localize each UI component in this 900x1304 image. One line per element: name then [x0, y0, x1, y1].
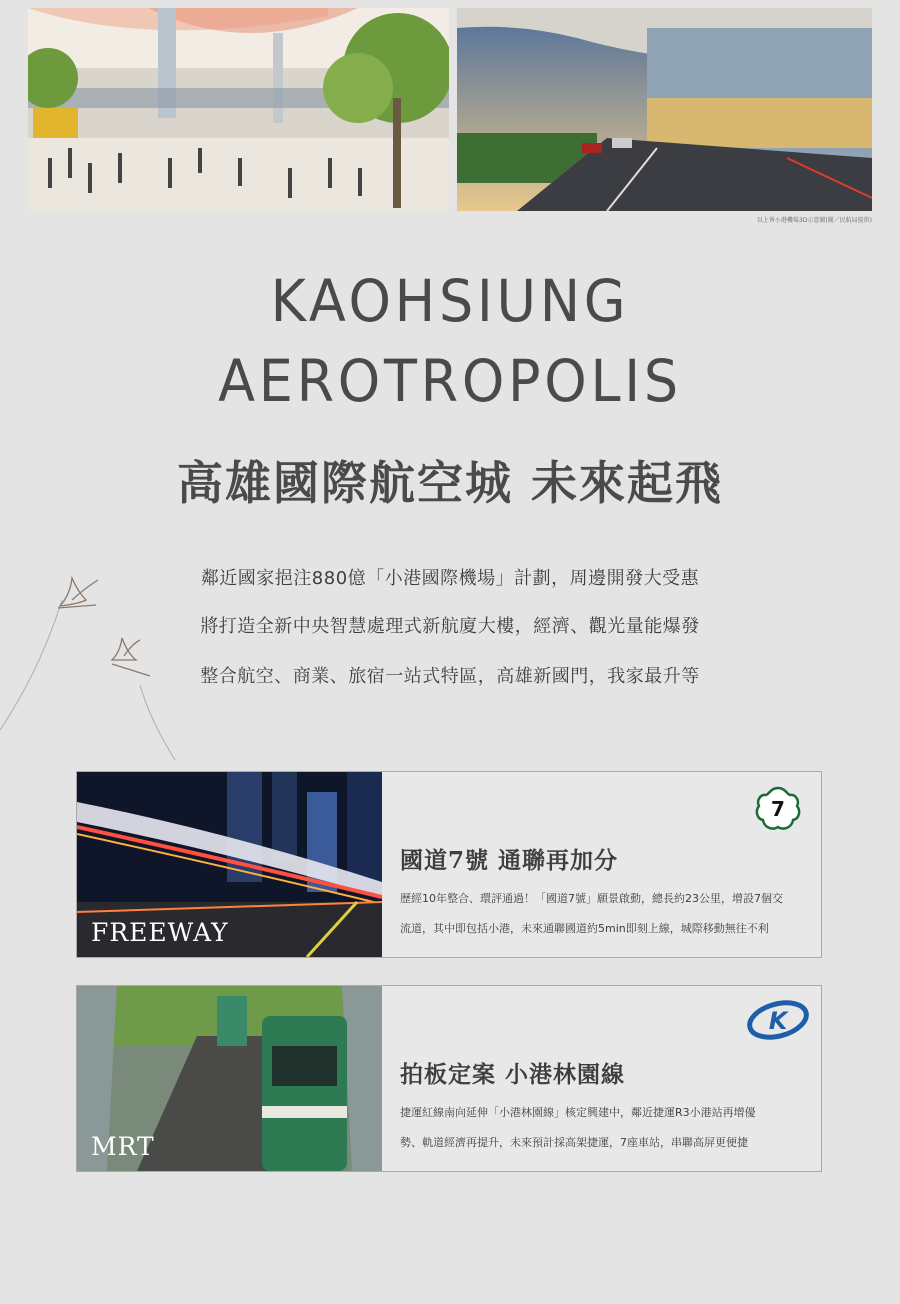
title-english-line-1: KAOHSIUNG — [270, 267, 630, 335]
mrt-title: 拍板定案 小港林園線 — [400, 1061, 626, 1088]
terminal-interior-photo — [28, 8, 449, 211]
kaohsiung-metro-logo-icon — [747, 998, 809, 1042]
description-line: 捷運紅線南向延伸「小港林園線」核定興建中，鄰近捷運R3小港站再增優 — [400, 1106, 756, 1119]
title-english-line-2: AEROTROPOLIS — [218, 347, 682, 415]
freeway-label: FREEWAY — [91, 918, 229, 947]
mrt-description — [400, 1098, 818, 1158]
description-line: 流道，其中即包括小港，未來通聯國道約5min即刻上線，城際移動無往不利 — [400, 922, 769, 935]
title-chinese: 高雄國際航空城 未來起飛 — [176, 456, 723, 510]
highway-number: 7 — [771, 797, 785, 821]
intro-line: 整合航空、商業、旅宿一站式特區，高雄新國門，我家最升等 — [200, 666, 700, 687]
mrt-photo — [77, 986, 382, 1171]
freeway-photo — [77, 772, 382, 957]
description-line: 勢、軌道經濟再提升，未來預計採高架捷運，7座車站，串聯高屏更便捷 — [400, 1136, 748, 1149]
mrt-label: MRT — [91, 1132, 155, 1161]
intro-line: 將打造全新中央智慧處理式新航廈大樓，經濟、觀光量能爆發 — [200, 616, 700, 637]
image-caption: 以上皆小港機場3D示意圖(圖／民航局提供) — [756, 217, 872, 224]
freeway-description — [400, 884, 818, 944]
metro-logo-letter: K — [768, 1007, 788, 1035]
terminal-exterior-photo — [457, 8, 872, 211]
freeway-title: 國道7號 通聯再加分 — [400, 847, 619, 874]
feature-card-freeway — [76, 771, 822, 958]
intro-line: 鄰近國家挹注880億「小港國際機場」計劃，周邊開發大受惠 — [200, 568, 700, 589]
national-highway-7-icon — [755, 786, 801, 832]
feature-card-mrt — [76, 985, 822, 1172]
description-line: 歷經10年整合、環評通過！「國道7號」願景啟動，總長約23公里，增設7個交 — [400, 892, 783, 905]
